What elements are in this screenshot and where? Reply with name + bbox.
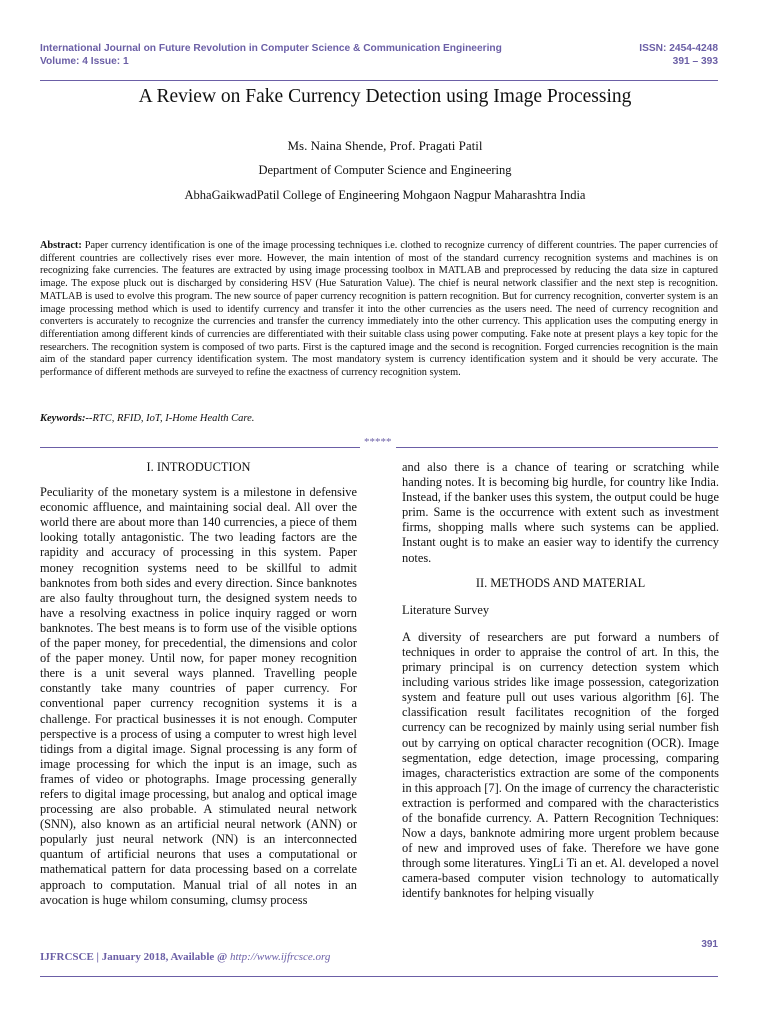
footer-text: IJFRCSCE | January 2018, Available @ [40,951,230,963]
department: Department of Computer Science and Engineering [258,163,512,177]
abstract [40,240,718,380]
literature-survey-paragraph: A diversity of researchers are put forward a numbers of techniques in order to appraise the control of art. In this, the primary principal is on currency detection system which including various strides like image possession, categorization system and feature pull out uses various algorithm [6]. The classification result facilitates recognition of the forged currency can be recognized by mainly using serial number fish out by carrying on optical character recognition (OCR). Image segmentation, edge detection, image processing, comparing images, characteristics extraction are some of the components in this approach [7]. On the image of currency the characteristic extraction is performed and compared with the characteristics of the bonafide currency. A. Pattern Recognition Techniques: Now a days, banknote admiring more urgent problem because of new and improved uses of fake. Therefore we have gone through some literatures. YingLi Ti an et. Al. developed a novel camera-based computer vision technology to automatically identify banknotes for helping visually [402,629,719,901]
keywords-label: Keywords:-- [40,413,93,424]
footer-url[interactable]: http://www.ijfrcsce.org [230,951,331,963]
authors: Ms. Naina Shende, Prof. Pragati Patil [287,138,483,153]
paper-title: A Review on Fake Currency Detection using Image Processing [138,86,632,107]
footer [40,951,330,963]
literature-survey-heading: Literature Survey [402,602,490,617]
methods-heading: II. METHODS AND MATERIAL [475,575,646,590]
right-column [402,460,719,902]
abstract-text: Paper currency identification is one of the image processing techniques i.e. clothed to recognize currency of different countries. The paper currencies of different countries are collectively rises ever more. However, the main intention of most of the standard currency recognition systems and machines is on recognizing fake currencies. The features are extracted by using image processing toolbox in MATLAB and preprocessed by reducing the data size in captured image. The expose pluck out is discharged by considering HSV (Hue Saturation Value). The chief is neural network classifier and the next step is recognition. MATLAB is used to evolve this program. The new source of paper currency recognition is pattern recognition. But for currency recognition, converter system is an image processing method which is used to identify currency and transfer it into the other currencies as the users need. The need of currency recognition and converters is accurately to recognize the currencies and transfer the currency immediately into the other currency. This application uses the computing energy in differentiation among different kinds of currencies are differentiated with their suitable class using power computing. Fake note at present plays a key topic for the researchers. The recognition system is composed of two parts. First is the captured image and the second is recognition. Forged currencies recognition is the main aim of the standard paper currency identification system. The most mandatory system is currency identification system and it should be very accurate. The performance of different methods are surveyed to refine the exactness of currency recognition system. [40,240,718,379]
header-rule [40,80,718,81]
abstract-label: Abstract: [40,240,82,251]
introduction-continuation: and also there is a chance of tearing or scratching while handing notes. It is becoming big hurdle, for country like India. Instead, if the banker uses this system, the output could be huge prim. Same is the occurrence with extent such as investment firms, shopping malls where such systems can be applied. Instant ought is to make an easier way to identify the currency notes. [402,460,719,565]
introduction-heading: I. INTRODUCTION [146,460,251,474]
volume-issue: Volume: 4 Issue: 1 [40,56,129,67]
introduction-paragraph: Peculiarity of the monetary system is a milestone in defensive economic affluence, and maintaining social deal. All over the world there are about more than 140 currencies, a piece of them looking totally antagonistic. The two leading factors are the rapidity and accuracy of processing in this system. Paper money recognition systems need to be skillful to admit banknotes from both sides and every direction. Since banknotes are also faulty throughout turn, the designed system needs to have a resolving exactness in police inquiry ragged or worn banknotes. The best means is to form use of the visible options of the paper money, for precedential, the dimensions and color of the paper money. Until now, for paper money recognition there is a unit several ways planned. Travelling people constantly take many countries of paper currency. For conventional paper currency recognition systems it is a challenge. For practical businesses it is not enough. Computer perspective is a process of using a computer to wrest high level tidings from a digital image. Signal processing is any form of image processing for which the input is an image, such as frames of video or photographs. Image processing generally refers to digital image processing, but analog and optical image processing are also probable. A stimulated neural network (SNN), also known as an artificial neural network (ANN) or popularly just neural network (NN) is an interconnected quantum of artificial neurons that uses a computational or mathematical pattern for data processing based on a correlate approach to computation. Manual trial of all notes in an avocation is huge whilom consuming, clumsy process [40,485,357,907]
separator-stars: ***** [360,437,396,448]
journal-header [40,42,718,68]
keywords [40,413,254,424]
footer-rule [40,976,718,977]
page-range: 391 – 393 [672,56,718,67]
journal-name: International Journal on Future Revolution in Computer Science & Communication Engineering [40,43,502,54]
issn: ISSN: 2454-4248 [639,43,718,54]
page-number: 391 [701,939,718,950]
left-column [40,460,357,908]
keywords-text: RTC, RFID, IoT, I-Home Health Care. [92,413,255,424]
issn-block [639,42,718,68]
college: AbhaGaikwadPatil College of Engineering Mohgaon Nagpur Maharashtra India [184,188,586,202]
